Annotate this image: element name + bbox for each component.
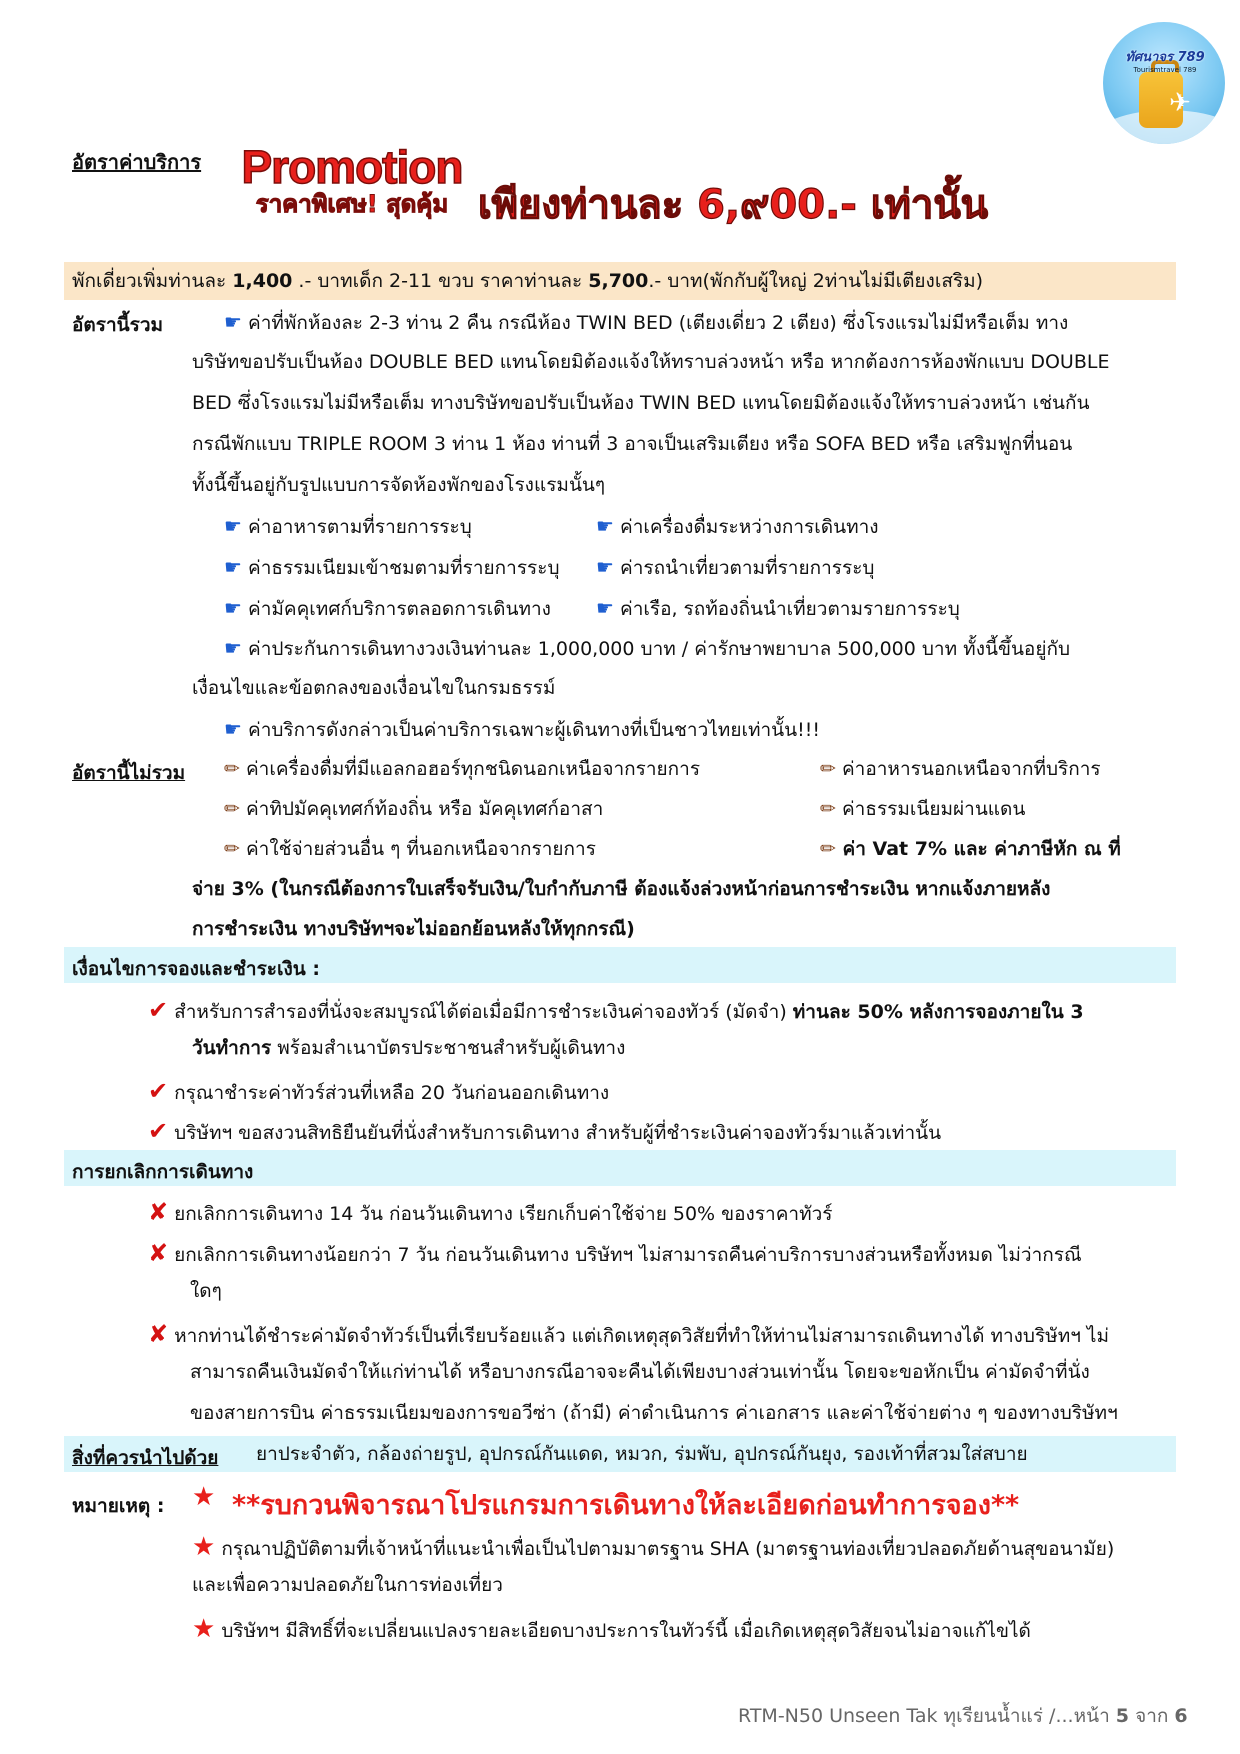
pencil-icon: ✏: [820, 798, 836, 820]
pointing-hand-icon: ☛: [224, 596, 242, 620]
bring-title: สิ่งที่ควรนำไปด้วย: [72, 1447, 219, 1469]
cancel-item-14-days: ✘ ยกเลิกการเดินทาง 14 วัน ก่อนวันเดินทาง เรียกเก็บค่าใช้จ่าย 50% ของราคาทัวร์: [148, 1198, 833, 1226]
included-item-boat: ☛ ค่าเรือ, รถท้องถิ่นนำเที่ยวตามรายการระบุ: [596, 596, 960, 620]
logo-subtitle: Tourismtravel 789: [1133, 66, 1197, 74]
included-hotel-line-4: กรณีพักแบบ TRIPLE ROOM 3 ท่าน 1 ห้อง ท่านที่ 3 อาจเป็นเสริมเตียง หรือ SOFA BED หรือ เสริมฟูกที่นอน: [192, 433, 1073, 455]
condition-item-reserve: ✔ บริษัทฯ ขอสงวนสิทธิยืนยันที่นั่งสำหรับการเดินทาง สำหรับผู้ที่ชำระเงินค่าจองทัวร์มาแล้วเท่านั้น: [148, 1117, 942, 1145]
notes-rights: ★ บริษัทฯ มีสิทธิ์ที่จะเปลี่ยนแปลงรายละเอียดบางประการในทัวร์นี้ เมื่อเกิดเหตุสุดวิสัยจนไม่อาจแก้ไขได้: [192, 1614, 1031, 1644]
cross-icon: ✘: [148, 1198, 169, 1226]
cancel-item-force-majeure-2: สามารถคืนเงินมัดจำให้แก่ท่านได้ หรือบางกรณีอาจจะคืนได้เพียงบางส่วนเท่านั้น โดยจะขอหักเป็น ค่ามัดจำที่นั่ง: [190, 1361, 1090, 1383]
condition-item-deposit-cont: วันทำการ พร้อมสำเนาบัตรประชาชนสำหรับผู้เดินทาง: [192, 1037, 626, 1059]
cancel-item-force-majeure-3: ของสายการบิน ค่าธรรมเนียมของการขอวีซ่า (ถ้ามี) ค่าดำเนินการ ค่าเอกสาร และค่าใช้จ่ายต่าง ๆ ของทางบริษัทฯ: [190, 1402, 1118, 1424]
notes-headline-star: [192, 1482, 215, 1513]
pointing-hand-icon: ☛: [224, 514, 242, 538]
cross-icon: ✘: [148, 1320, 169, 1348]
pencil-icon: ✏: [224, 838, 240, 860]
excluded-item-other: ✏ ค่าใช้จ่ายส่วนอื่น ๆ ที่นอกเหนือจากรายการ: [224, 838, 596, 860]
check-icon: ✔: [148, 996, 169, 1024]
excluded-item-border-fee: ✏ ค่าธรรมเนียมผ่านแดน: [820, 798, 1026, 820]
included-title: อัตรานี้รวม: [72, 314, 164, 336]
pointing-hand-icon: ☛: [596, 514, 614, 538]
included-thai-only: ☛ ค่าบริการดังกล่าวเป็นค่าบริการเฉพาะผู้เดินทางที่เป็นชาวไทยเท่านั้น!!!: [224, 717, 820, 741]
promotion-badge: [238, 141, 466, 218]
included-hotel-line-5: ทั้งนี้ขึ้นอยู่กับรูปแบบการจัดห้องพักของโรงแรมนั้นๆ: [192, 474, 606, 496]
notes-headline: **รบกวนพิจารณาโปรแกรมการเดินทางให้ละเอียดก่อนทำการจอง**: [232, 1490, 1020, 1521]
included-item-admission: ☛ ค่าธรรมเนียมเข้าชมตามที่รายการระบุ: [224, 555, 560, 579]
pencil-icon: ✏: [820, 758, 836, 780]
notes-title: หมายเหตุ :: [72, 1495, 165, 1517]
single-supplement-label: พักเดี่ยวเพิ่มท่านละ: [72, 270, 233, 292]
included-item-drinks: ☛ ค่าเครื่องดื่มระหว่างการเดินทาง: [596, 514, 879, 538]
cancel-title: การยกเลิกการเดินทาง: [72, 1161, 254, 1183]
excluded-item-alcohol: ✏ ค่าเครื่องดื่มที่มีแอลกอฮอร์ทุกชนิดนอกเหนือจากรายการ: [224, 758, 701, 780]
pencil-icon: ✏: [224, 758, 240, 780]
excluded-item-tips: ✏ ค่าทิปมัคคุเทศก์ท้องถิ่น หรือ มัคคุเทศก์อาสา: [224, 798, 604, 820]
cancel-item-7-days: ✘ ยกเลิกการเดินทางน้อยกว่า 7 วัน ก่อนวันเดินทาง บริษัทฯ ไม่สามารถคืนค่าบริการบางส่วนหรือทั้งหมด ไม่ว่ากรณี: [148, 1239, 1082, 1267]
airplane-icon: ✈: [1169, 88, 1191, 118]
check-icon: ✔: [148, 1077, 169, 1105]
logo-name: ทัศนาจร 789: [1125, 50, 1205, 65]
promo-subtitle: ราคาพิเศษ! สุดคุ้ม: [255, 190, 449, 218]
pencil-icon: ✏: [820, 838, 836, 860]
child-price-note: .- บาท(พักกับผู้ใหญ่ 2ท่านไม่มีเตียงเสริม): [648, 270, 984, 292]
excluded-item-vat: ✏ ค่า Vat 7% และ ค่าภาษีหัก ณ ที่: [820, 838, 1121, 860]
company-logo: [1103, 22, 1225, 144]
page-total: 6: [1174, 1705, 1188, 1727]
condition-item-deposit: ✔ สำหรับการสำรองที่นั่งจะสมบูรณ์ได้ต่อเมื่อมีการชำระเงินค่าจองทัวร์ (มัดจำ) ท่านละ 50% หลังการจองภายใน 3: [148, 996, 1084, 1024]
pointing-hand-icon: ☛: [224, 717, 242, 741]
excluded-item-extra-food: ✏ ค่าอาหารนอกเหนือจากที่บริการ: [820, 758, 1101, 780]
page-number: 5: [1115, 1705, 1130, 1727]
bring-items: ยาประจำตัว, กล้องถ่ายรูป, อุปกรณ์กันแดด, หมวก, ร่มพับ, อุปกรณ์กันยุง, รองเท้าที่สวมใส่สบาย: [256, 1443, 1028, 1465]
single-supplement-value: 1,400: [232, 270, 293, 292]
pointing-hand-icon: ☛: [596, 596, 614, 620]
price-headline: เพียงท่านละ 6,๙00.- เท่านั้น: [478, 182, 988, 228]
excluded-vat-line-2: การชำระเงิน ทางบริษัทฯจะไม่ออกย้อนหลังให้ทุกกรณี): [192, 918, 635, 940]
condition-item-balance: ✔ กรุณาชำระค่าทัวร์ส่วนที่เหลือ 20 วันก่อนออกเดินทาง: [148, 1077, 610, 1105]
cancel-item-force-majeure-1: ✘ หากท่านได้ชำระค่ามัดจำทัวร์เป็นที่เรียบร้อยแล้ว แต่เกิดเหตุสุดวิสัยที่ทำให้ท่านไม่สามารถเดินทางได้ ทางบริษัทฯ ไม่: [148, 1320, 1110, 1348]
included-insurance-line-1: ☛ ค่าประกันการเดินทางวงเงินท่านละ 1,000,000 บาท / ค่ารักษาพยาบาล 500,000 บาท ทั้งนี้ขึ้นอยู่กับ: [224, 636, 1071, 660]
included-hotel-line-3: BED ซึ่งโรงแรมไม่มีหรือเต็ม ทางบริษัทขอปรับเป็นห้อง TWIN BED แทนโดยมิต้องแจ้งให้ทราบล่วงหน้า เช่นกัน: [192, 392, 1090, 414]
promo-title: Promotion: [241, 141, 463, 193]
pencil-icon: ✏: [224, 798, 240, 820]
included-insurance-line-2: เงื่อนไขและข้อตกลงของเงื่อนไขในกรมธรรม์: [192, 677, 556, 699]
included-item-transport: ☛ ค่ารถนำเที่ยวตามที่รายการระบุ: [596, 555, 875, 579]
pointing-hand-icon: ☛: [224, 636, 242, 660]
child-price-label: .- บาทเด็ก 2-11 ขวบ ราคาท่านละ: [292, 270, 589, 292]
page-footer: RTM-N50 Unseen Tak ทุเรียนน้ำแร่ /...หน้า 5 จาก 6: [738, 1705, 1188, 1727]
star-icon: ★: [192, 1614, 216, 1644]
check-icon: ✔: [148, 1117, 169, 1145]
included-item-guide: ☛ ค่ามัคคุเทศก์บริการตลอดการเดินทาง: [224, 596, 551, 620]
pointing-hand-icon: ☛: [224, 555, 242, 579]
star-icon: ★: [192, 1532, 216, 1562]
pointing-hand-icon: ☛: [224, 310, 242, 334]
child-price-value: 5,700: [588, 270, 649, 292]
included-hotel-line-2: บริษัทขอปรับเป็นห้อง DOUBLE BED แทนโดยมิต้องแจ้งให้ทราบล่วงหน้า หรือ หากต้องการห้องพักแบบ DOUBLE: [192, 351, 1110, 373]
excluded-title: อัตรานี้ไม่รวม: [72, 762, 186, 784]
excluded-vat-line-1: จ่าย 3% (ในกรณีต้องการใบเสร็จรับเงิน/ใบกำกับภาษี ต้องแจ้งล่วงหน้าก่อนการชำระเงิน หากแจ้งภายหลัง: [192, 878, 1051, 900]
extra-charges-text: [72, 270, 983, 293]
star-icon: ★: [192, 1482, 216, 1512]
notes-sha-line-1: ★ กรุณาปฏิบัติตามที่เจ้าหน้าที่แนะนำเพื่อเป็นไปตามมาตรฐาน SHA (มาตรฐานท่องเที่ยวปลอดภัยด้านสุขอนามัย): [192, 1532, 1115, 1562]
cross-icon: ✘: [148, 1239, 169, 1267]
cancel-item-7-days-cont: ใดๆ: [190, 1280, 222, 1302]
pointing-hand-icon: ☛: [596, 555, 614, 579]
conditions-title: เงื่อนไขการจองและชำระเงิน :: [72, 958, 320, 980]
rate-label: อัตราค่าบริการ: [72, 150, 202, 174]
notes-sha-line-2: และเพื่อความปลอดภัยในการท่องเที่ยว: [192, 1574, 503, 1596]
included-hotel-line-1: ☛ ค่าที่พักห้องละ 2-3 ท่าน 2 คืน กรณีห้อง TWIN BED (เตียงเดี่ยว 2 เตียง) ซึ่งโรงแรมไม่มีหรือเต็ม ทาง: [224, 310, 1069, 334]
included-item-meals: ☛ ค่าอาหารตามที่รายการระบุ: [224, 514, 472, 538]
